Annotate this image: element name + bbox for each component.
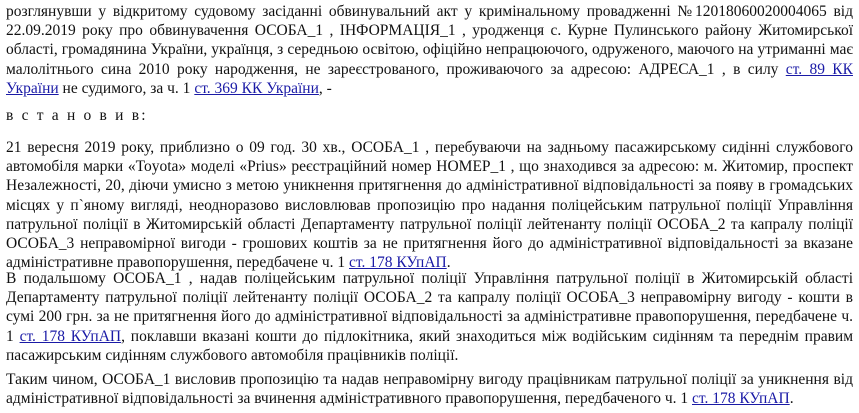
paragraph-facts bbox=[6, 138, 853, 272]
paragraph-subsequent bbox=[6, 269, 853, 365]
text-segment: , поклавши вказані кошти до підлокітника, який знаходиться між водійським сидінням та переднім правим пасажирським сидінням службового автомобіля працівників поліції. bbox=[6, 327, 854, 364]
paragraph-case-intro bbox=[6, 2, 853, 98]
text-segment: , - bbox=[318, 79, 332, 97]
paragraph-conclusion bbox=[6, 370, 853, 408]
text-segment: 21 вересня 2019 року, приблизно о 09 год. 30 хв., ОСОБА_1 , перебуваючи на задньому пасажирському сидінні службового автомобіля марки «Toyota» моделі «Prius» реєстраційний номер НОМЕР_1 , що знаходився за адресою: м. Житомир, проспект Незалежності, 20, діючи умисно з метою уникнення притягнення до адміністративної відповідальності за появу в громадських місцях у п`яному вигляді, неодноразово висловлював пропозицію про надання поліцейським патрульної поліції Управління патрульної поліції в Житомирській області Департаменту патрульної поліції лейтенанту поліції ОСОБА_2 та капралу поліції ОСОБА_3 неправомірної вигоди - грошових коштів за не притягнення його до адміністративної відповідальності за вказане адміністративне правопорушення, передбачене ч. 1 bbox=[6, 139, 853, 272]
law-link-article-178[interactable]: ст. 178 КУпАП bbox=[349, 254, 447, 272]
text-segment: не судимого, за ч. 1 bbox=[58, 79, 195, 97]
law-link-article-178[interactable]: ст. 178 КУпАП bbox=[19, 327, 122, 345]
section-heading: в с т а н о в и в: bbox=[6, 107, 148, 124]
law-link-article-178[interactable]: ст. 178 КУпАП bbox=[692, 390, 790, 408]
law-link-article-369[interactable]: ст. 369 КК України bbox=[194, 79, 319, 97]
text-segment: Таким чином, ОСОБА_1 висловив пропозицію та надав неправомірну вигоду працівникам патрульної поліції за уникнення від адміністративної відповідальності за вчинення адміністративного правопорушення, передбаченого ч. 1 bbox=[6, 371, 853, 408]
text-segment: . bbox=[789, 390, 794, 408]
law-link-article-89[interactable]: ст. 89 КК України bbox=[6, 60, 853, 97]
text-segment: . bbox=[446, 254, 451, 272]
text-segment: В подальшому ОСОБА_1 , надав поліцейським патрульної поліції Управління патрульної поліції в Житомирській області Департаменту патрульної поліції лейтенанту поліції ОСОБА_2 та капралу поліції ОСОБА_3 неправомірну вигоду - кошти в сумі 200 грн. за не притягнення його до адміністративної відповідальності за адміністративне правопорушення, передбачене ч. 1 bbox=[6, 270, 853, 345]
text-segment: розглянувши у відкритому судовому засіданні обвинувальний акт у кримінальному провадженні №12018060020004065 від 22.09.2019 року про обвинувачення ОСОБА_1 , ІНФОРМАЦІЯ_1 , уродженця с. Курне Пулинського району Житомирської області, громадянина України, українця, з середньою освітою, офіційно непрацюючого, одруженого, маючого на утриманні має малолітнього сина 2010 року народження, не зареєстрованого, проживаючого за адресою: АДРЕСА_1 , в силу bbox=[6, 3, 853, 78]
